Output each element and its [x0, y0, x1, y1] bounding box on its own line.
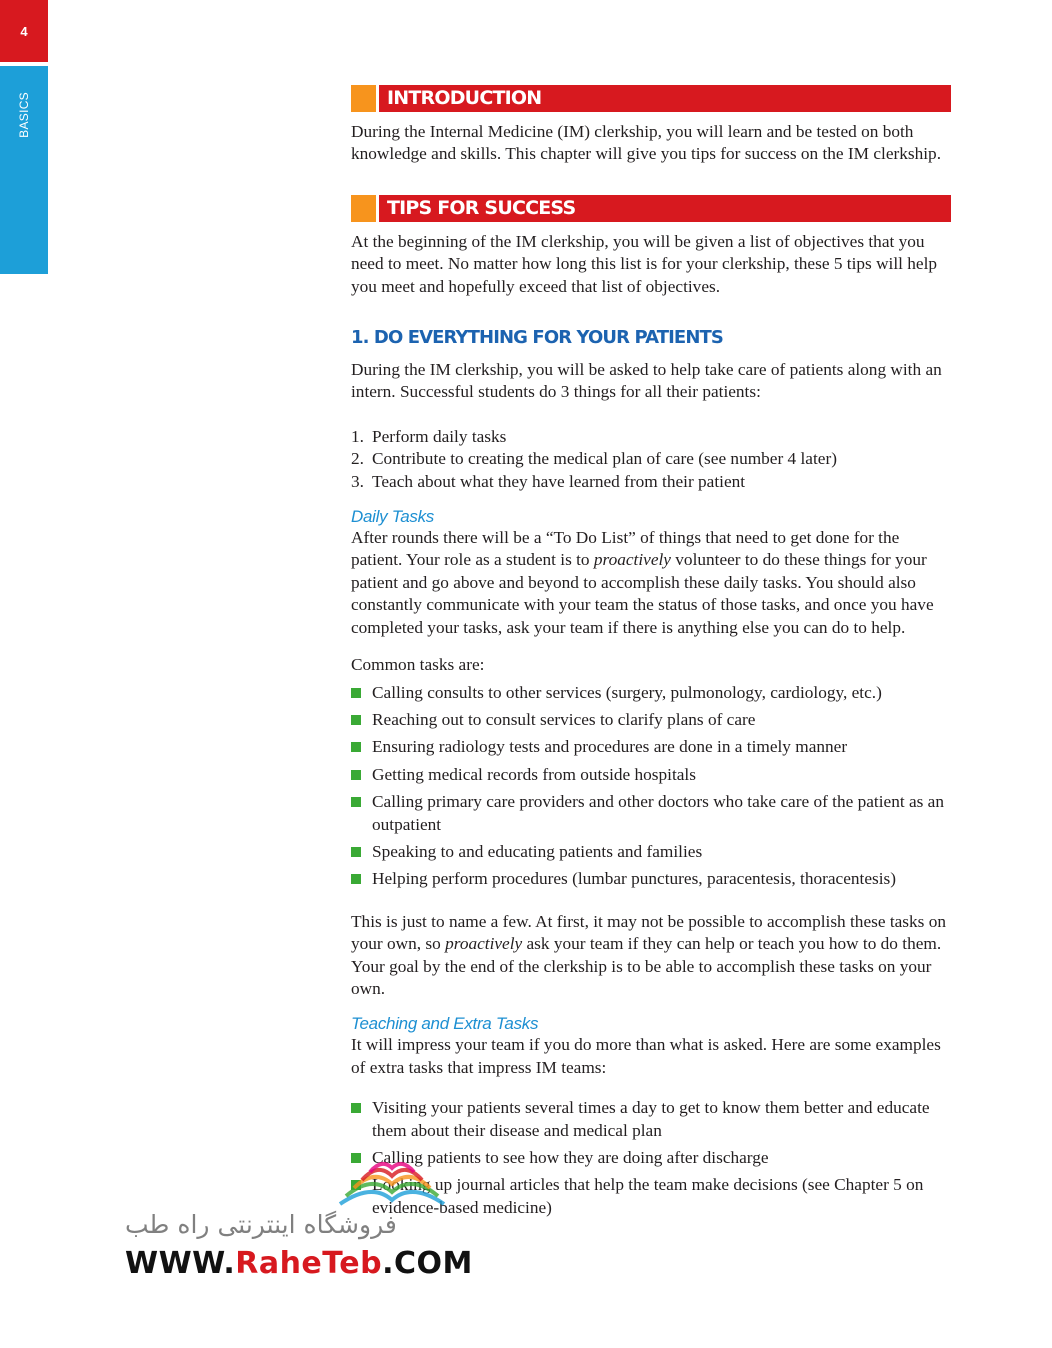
- list-item: Ensuring radiology tests and procedures are done in a timely manner: [351, 736, 951, 758]
- list-text: Contribute to creating the medical plan of care (see number 4 later): [372, 449, 837, 469]
- list-text: Perform daily tasks: [372, 426, 507, 446]
- list-item: Reaching out to consult services to clarify plans of care: [351, 709, 951, 731]
- common-tasks-list: [351, 682, 951, 891]
- square-bullet-icon: [351, 742, 361, 752]
- list-item: Calling primary care providers and other doctors who take care of the patient as an outpatient: [351, 791, 951, 836]
- list-item: [351, 471, 951, 493]
- list-number: 1.: [351, 426, 364, 446]
- page-content: [351, 85, 951, 1224]
- tips-text: At the beginning of the IM clerkship, you will be given a list of objectives that you need to meet. No matter how long this list is for your clerkship, these 5 tips will help you meet and hopefully exceed that list of objectives.: [351, 231, 938, 296]
- list-text: Teach about what they have learned from their patient: [372, 471, 746, 491]
- list-item: Getting medical records from outside hospitals: [351, 764, 951, 786]
- square-bullet-icon: [351, 847, 361, 857]
- tips-heading-bar: [351, 195, 951, 222]
- heading-accent: [351, 195, 376, 222]
- watermark-url: WWW.RaheTeb.COM: [125, 1246, 473, 1281]
- list-item: Speaking to and educating patients and families: [351, 841, 951, 863]
- list-item: Looking up journal articles that help the team make decisions (see Chapter 5 on evidence-based medicine): [351, 1174, 951, 1219]
- square-bullet-icon: [351, 770, 361, 780]
- section-tab-label: BASICS: [17, 92, 31, 138]
- introduction-text: During the Internal Medicine (IM) clerkship, you will learn and be tested on both knowledge and skills. This chapter will give you tips for success on the IM clerkship.: [351, 122, 942, 164]
- list-item: Calling consults to other services (surgery, pulmonology, cardiology, etc.): [351, 682, 951, 704]
- list-item: Visiting your patients several times a day to get to know them better and educate them about their disease and medical plan: [351, 1097, 951, 1142]
- daily-tasks-closing: This is just to name a few. At first, it may not be possible to accomplish these tasks on your own, so proactively ask your team if they can help or teach you how to do them. Your goal by the end of the clerkship is to be able to accomplish these tasks on your own.: [351, 911, 946, 998]
- square-bullet-icon: [351, 715, 361, 725]
- heading-accent: [351, 85, 376, 112]
- page-number: 4: [0, 0, 48, 62]
- list-number: 2.: [351, 449, 364, 469]
- tips-heading: TIPS FOR SUCCESS: [379, 195, 951, 222]
- list-item: [351, 426, 951, 448]
- section1-list: [351, 426, 951, 493]
- square-bullet-icon: [351, 874, 361, 884]
- daily-tasks-heading: Daily Tasks: [351, 507, 434, 527]
- square-bullet-icon: [351, 797, 361, 807]
- list-item: [351, 448, 951, 470]
- square-bullet-icon: [351, 688, 361, 698]
- introduction-heading: INTRODUCTION: [379, 85, 951, 112]
- list-item: Calling patients to see how they are doing after discharge: [351, 1147, 951, 1169]
- watermark-persian-text: فروشگاه اینترنتی راه طب: [125, 1210, 397, 1239]
- section-tab-basics[interactable]: [0, 66, 48, 274]
- extra-tasks-heading: Teaching and Extra Tasks: [351, 1014, 539, 1034]
- daily-tasks-text: After rounds there will be a “To Do List” of things that need to get done for the patient. Your role as a student is to proactively volunteer to do these things for your patient and go above and beyond to accomplish these daily tasks. You should also constantly communicate with your team the status of those tasks, and once you have completed your tasks, ask your team if there is anything else you can do to help.: [351, 528, 934, 637]
- square-bullet-icon: [351, 1103, 361, 1113]
- section1-text: During the IM clerkship, you will be asked to help take care of patients along with an intern. Successful students do 3 things for all their patients:: [351, 360, 942, 402]
- common-tasks-intro: Common tasks are:: [351, 655, 485, 675]
- list-item: Helping perform procedures (lumbar punctures, paracentesis, thoracentesis): [351, 868, 951, 890]
- list-number: 3.: [351, 471, 364, 491]
- extra-tasks-text: It will impress your team if you do more than what is asked. Here are some examples of extra tasks that impress IM teams:: [351, 1035, 941, 1077]
- introduction-heading-bar: [351, 85, 951, 112]
- section1-heading: 1. DO EVERYTHING FOR YOUR PATIENTS: [351, 327, 723, 349]
